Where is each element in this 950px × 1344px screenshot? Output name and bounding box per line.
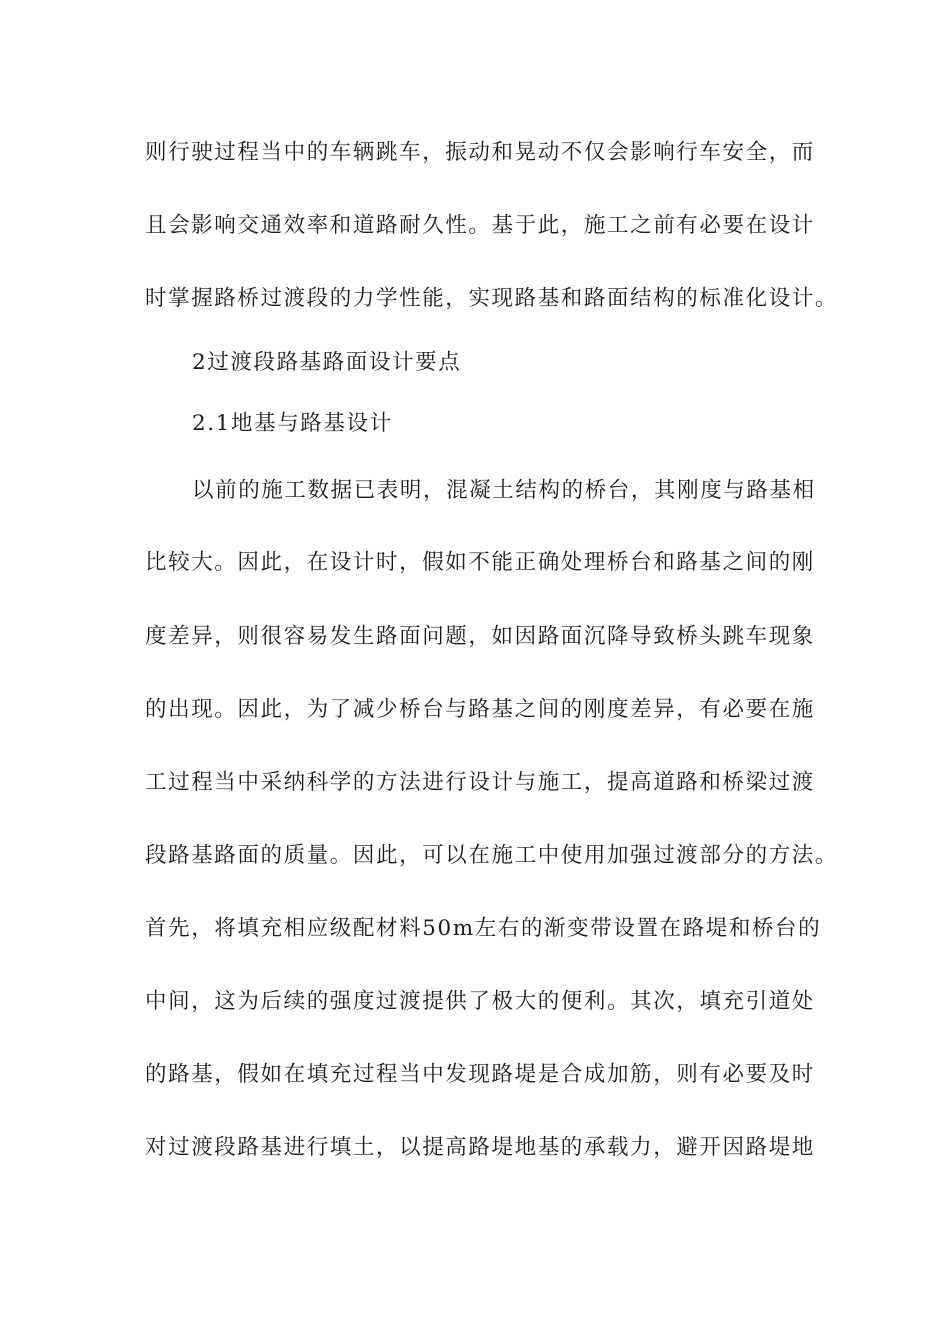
subsection-heading: 2.1地基与路基设计 [192, 411, 393, 436]
paragraph-line: 工过程当中采纳科学的方法进行设计与施工，提高道路和桥梁过渡 [145, 770, 815, 795]
paragraph-line: 度差异，则很容易发生路面问题，如因路面沉降导致桥头跳车现象 [145, 624, 815, 649]
paragraph-line: 时掌握路桥过渡段的力学性能，实现路基和路面结构的标准化设计。 [145, 286, 839, 311]
paragraph-line: 以前的施工数据已表明，混凝土结构的桥台，其刚度与路基相 [192, 478, 816, 503]
paragraph-line: 且会影响交通效率和道路耐久性。基于此，施工之前有必要在设计 [145, 213, 815, 238]
paragraph-line: 中间，这为后续的强度过渡提供了极大的便利。其次，填充引道处 [145, 989, 815, 1014]
paragraph-line: 则行驶过程当中的车辆跳车，振动和晃动不仅会影响行车安全，而 [145, 140, 815, 165]
paragraph-line: 的路基，假如在填充过程当中发现路堤是合成加筋，则有必要及时 [145, 1062, 815, 1087]
section-heading: 2过渡段路基路面设计要点 [192, 350, 462, 375]
paragraph-line: 段路基路面的质量。因此，可以在施工中使用加强过渡部分的方法。 [145, 843, 839, 868]
paragraph-line: 对过渡段路基进行填土，以提高路堤地基的承载力，避开因路堤地 [145, 1135, 815, 1160]
paragraph-line: 首先，将填充相应级配材料50m左右的渐变带设置在路堤和桥台的 [145, 916, 822, 941]
paragraph-line: 比较大。因此，在设计时，假如不能正确处理桥台和路基之间的刚 [145, 550, 815, 575]
paragraph-line: 的出现。因此，为了减少桥台与路基之间的刚度差异，有必要在施 [145, 697, 815, 722]
